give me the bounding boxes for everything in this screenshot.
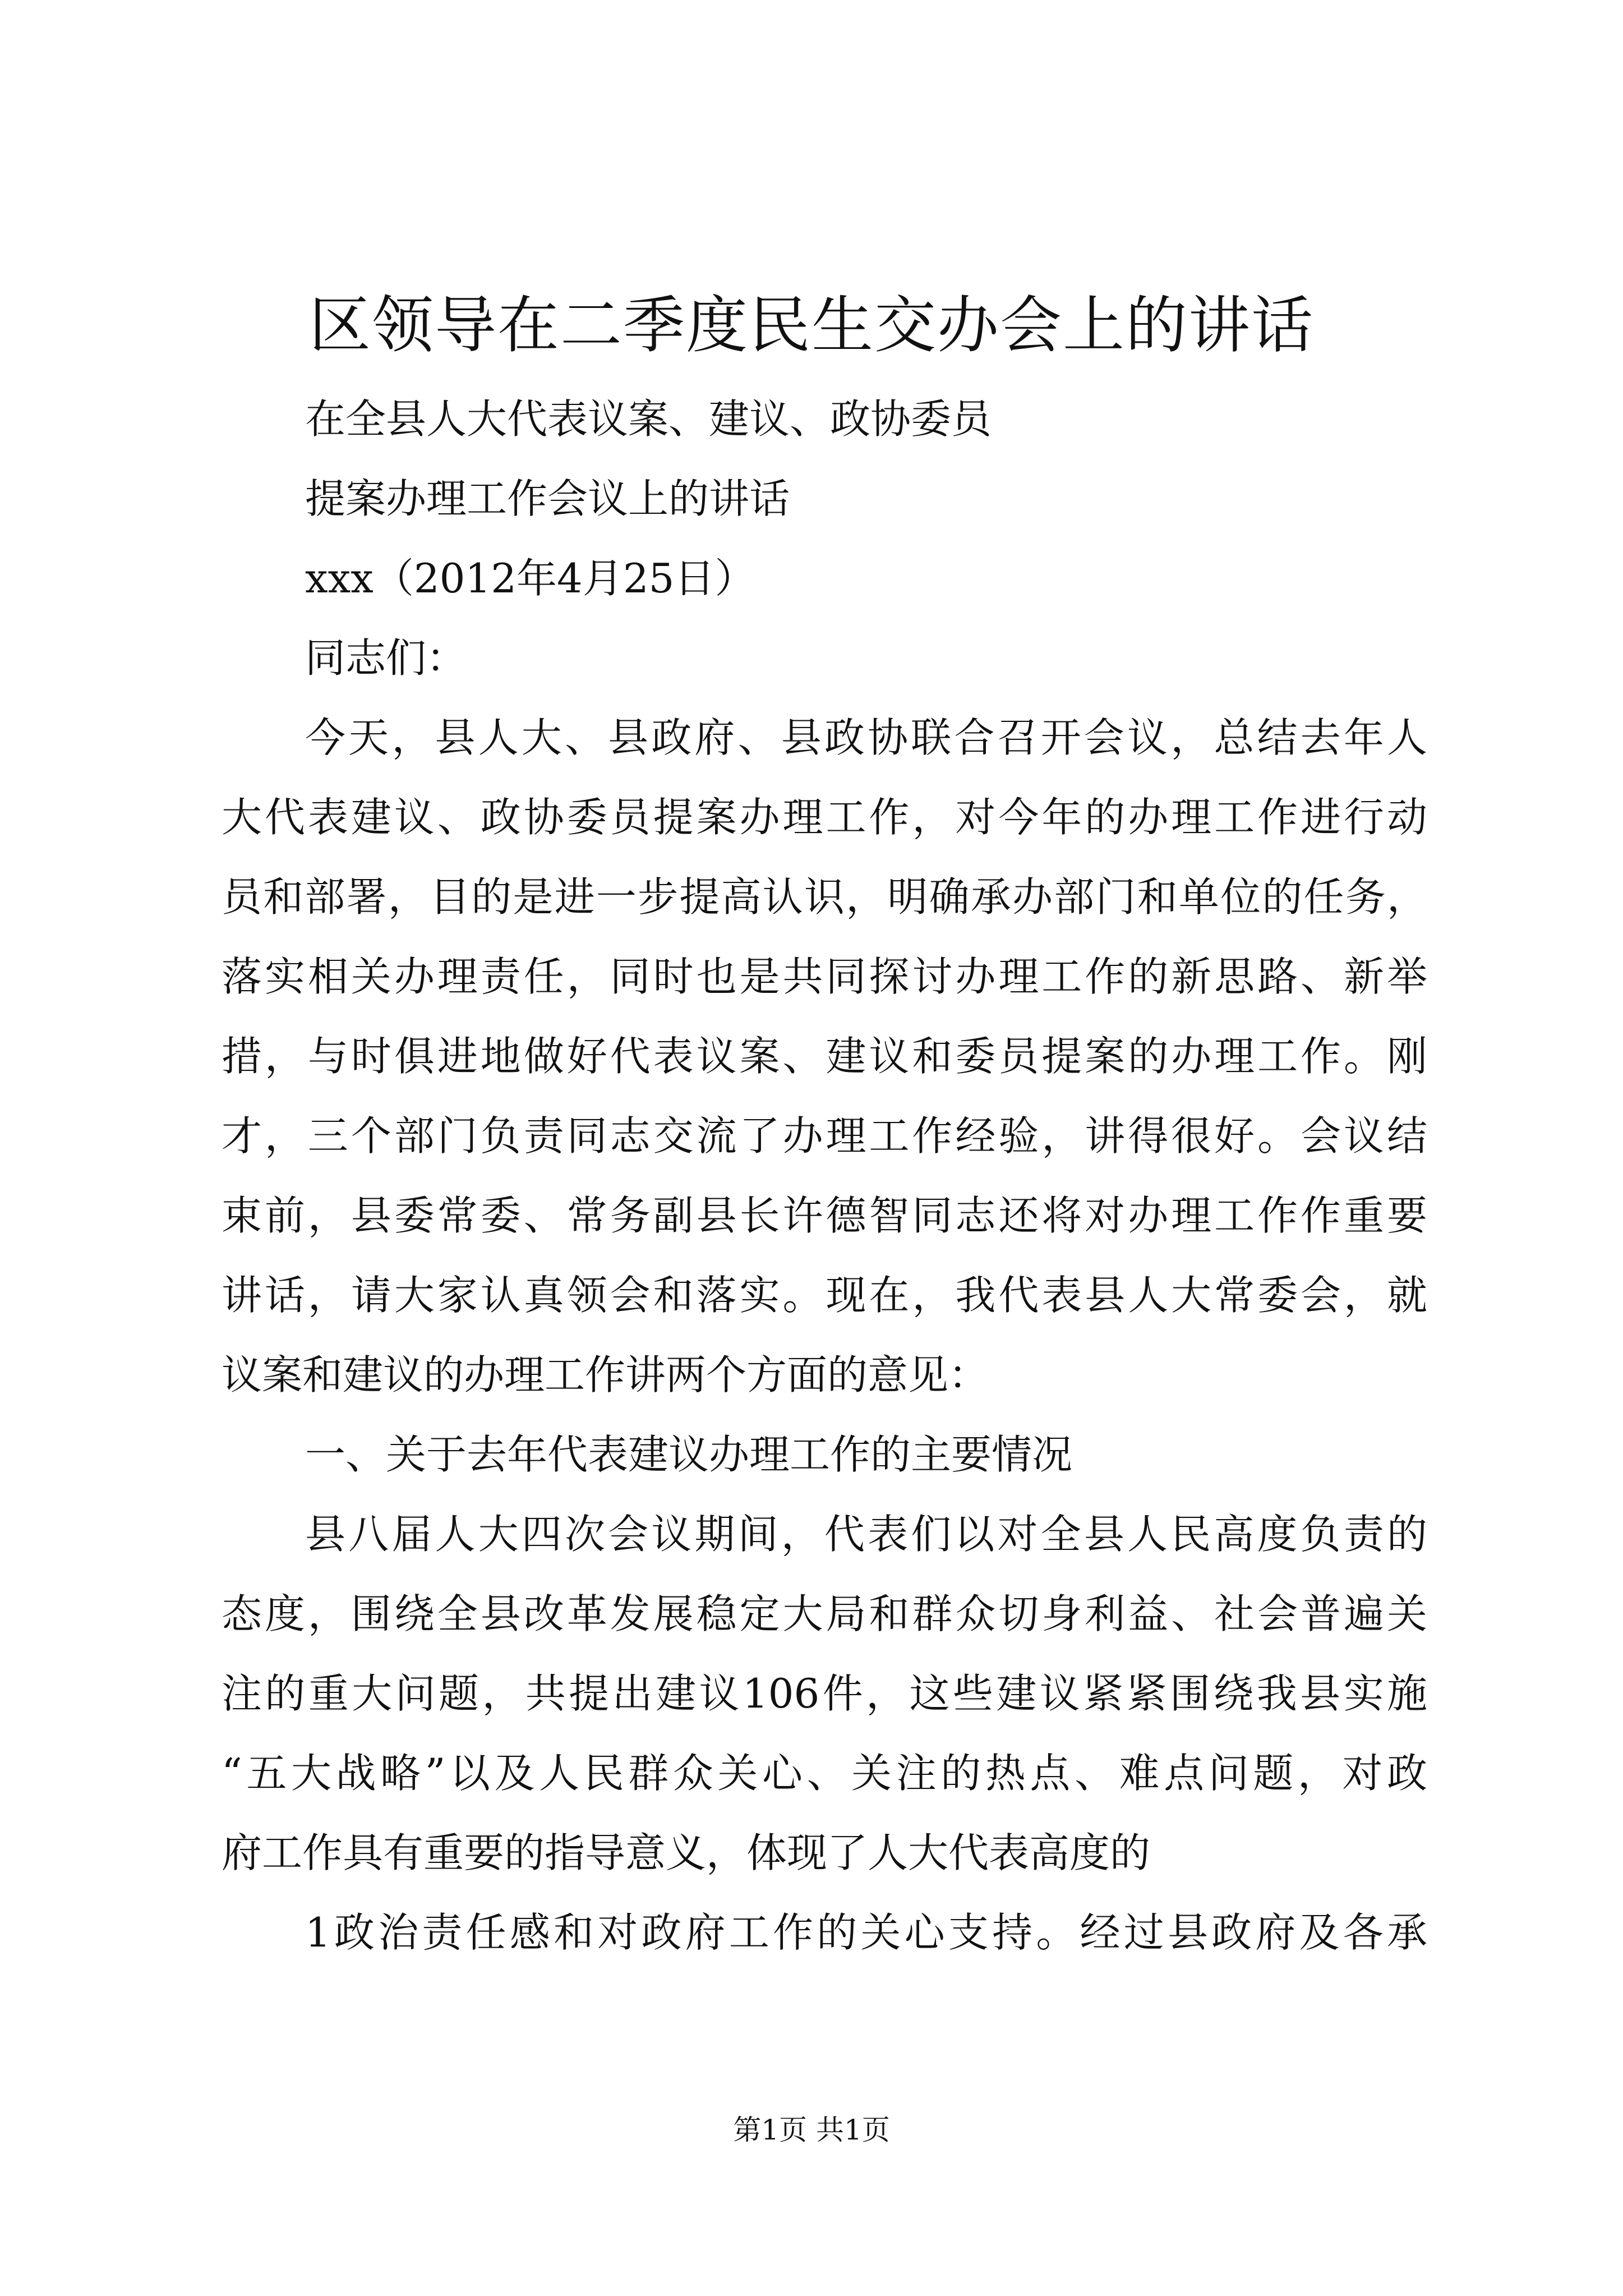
paragraph-line: 大代表建议、政协委员提案办理工作，对今年的办理工作进行动 (222, 794, 1427, 841)
subtitle-line-2: 提案办理工作会议上的讲话 (305, 475, 790, 522)
paragraph-line: 态度，围绕全县改革发展稳定大局和群众切身利益、社会普遍关 (222, 1590, 1427, 1637)
document-title: 区领导在二季度民生交办会上的讲话 (309, 289, 1314, 361)
paragraph-line: 府工作具有重要的指导意义，体现了人大代表高度的 (222, 1829, 1151, 1876)
paragraph-line: 讲话，请大家认真领会和落实。现在，我代表县人大常委会，就 (222, 1272, 1427, 1319)
paragraph-line: 县八届人大四次会议期间，代表们以对全县人民高度负责的 (305, 1511, 1427, 1558)
paragraph-line: 注的重大问题，共提出建议106件，这些建议紧紧围绕我县实施 (222, 1670, 1427, 1717)
paragraph-line: 1政治责任感和对政府工作的关心支持。经过县政府及各承 (305, 1909, 1427, 1956)
page-number-footer: 第1页 共1页 (733, 2114, 890, 2146)
paragraph-line: “五大战略”以及人民群众关心、关注的热点、难点问题，对政 (222, 1750, 1427, 1797)
salutation-line: 同志们： (305, 634, 467, 682)
paragraph-line: 束前，县委常委、常务副县长许德智同志还将对办理工作作重要 (222, 1192, 1427, 1239)
section-heading: 一、关于去年代表建议办理工作的主要情况 (305, 1431, 1073, 1478)
paragraph-line: 今天，县人大、县政府、县政协联合召开会议，总结去年人 (305, 714, 1427, 761)
document-body (222, 379, 1427, 1972)
paragraph-line: 才，三个部门负责同志交流了办理工作经验，讲得很好。会议结 (222, 1112, 1427, 1159)
subtitle-line-1: 在全县人大代表议案、建议、政协委员 (305, 395, 992, 443)
paragraph-line: 员和部署，目的是进一步提高认识，明确承办部门和单位的任务， (222, 873, 1427, 921)
paragraph-line: 落实相关办理责任，同时也是共同探讨办理工作的新思路、新举 (222, 953, 1427, 1000)
paragraph-line: 议案和建议的办理工作讲两个方面的意见： (222, 1351, 989, 1398)
paragraph-line: 措，与时俱进地做好代表议案、建议和委员提案的办理工作。刚 (222, 1033, 1427, 1080)
speaker-date-line: xxx（2012年4月25日） (305, 555, 755, 602)
